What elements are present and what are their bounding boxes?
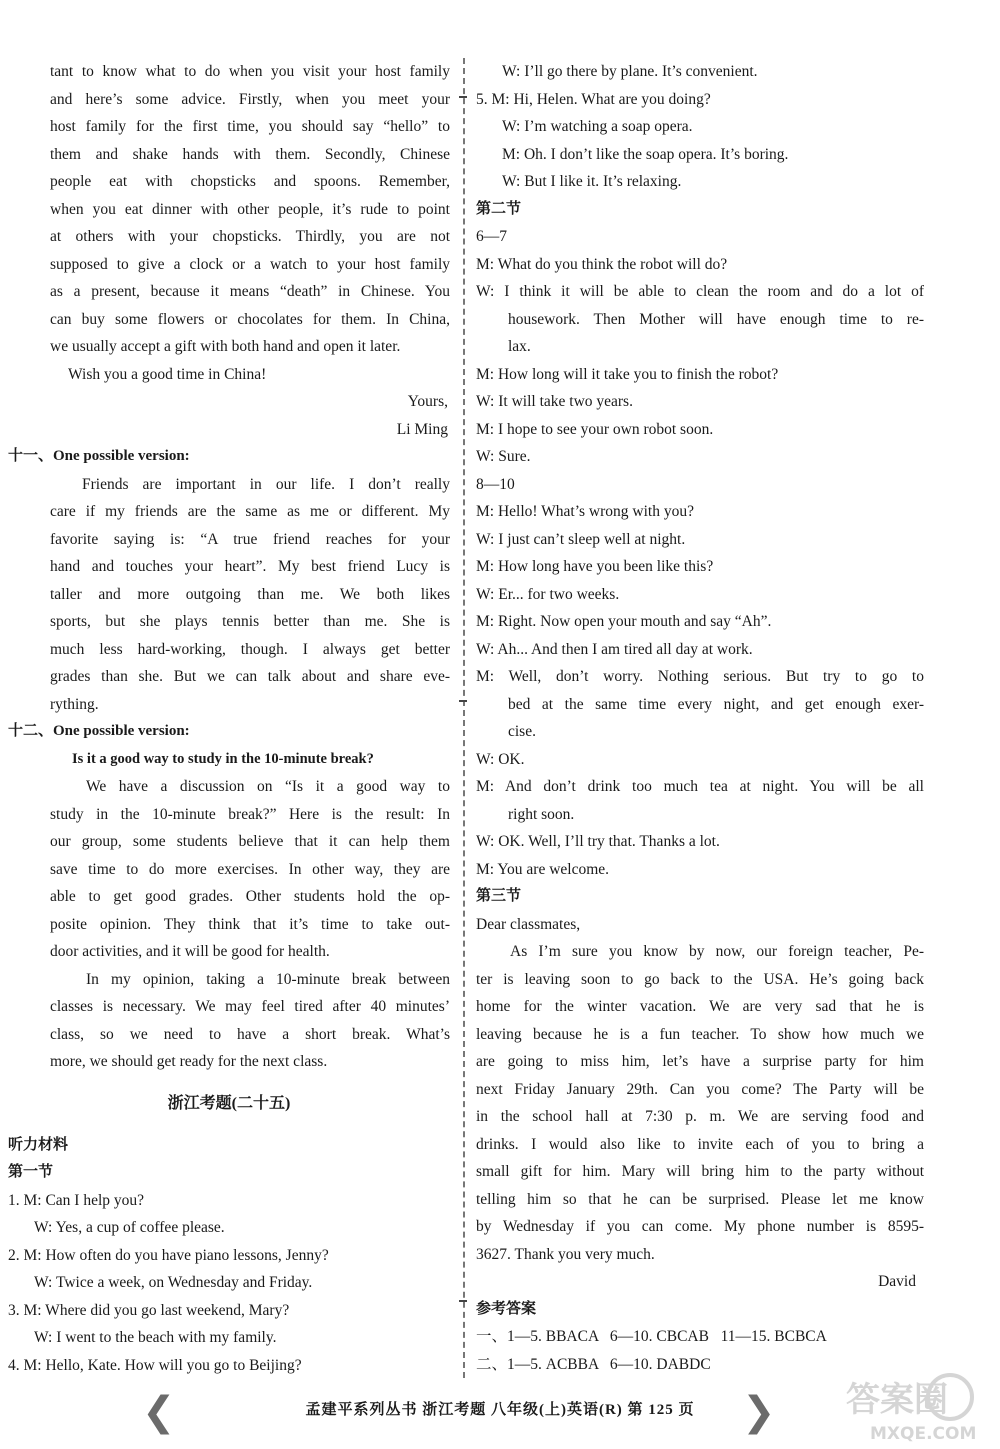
- answer-line: 一、1—5. BBACA 6—10. CBCAB 11—15. BCBCA: [476, 1328, 827, 1345]
- watermark-top: 答案圈: [846, 1380, 948, 1420]
- essay-line: able to get good grades. Other students hold the op-: [50, 888, 450, 905]
- dialogue-line: W: Sure.: [476, 448, 531, 465]
- letter-line: them and shake hands with them. Secondly, Chinese: [50, 145, 450, 163]
- dialogue-line: W: OK. Well, I’ll try that. Thanks a lot.: [476, 833, 720, 850]
- part-3-heading: 第三节: [476, 888, 522, 904]
- essay-line: class, so we need to have a short break. What’s: [50, 1025, 450, 1043]
- essay-line: save time to do more exercises. In other way, they are: [50, 860, 450, 878]
- passage-line: leaving because he is a fun teacher. To show how much we: [476, 1025, 924, 1043]
- dialogue-line: M: And don’t drink too much tea at night. You will be all: [476, 778, 924, 795]
- letter-line: when you eat dinner with other people, it’s rude to point: [50, 200, 450, 218]
- essay-line: posite opinion. They think that it’s time to take out-: [50, 915, 450, 933]
- letter-line: supposed to give a clock or a watch to your host family: [50, 255, 450, 273]
- fold-mark: [459, 700, 467, 702]
- section-12-heading: 十二、One possible version:: [8, 723, 190, 739]
- essay-line: more, we should get ready for the next class.: [50, 1053, 328, 1070]
- fold-line: [463, 58, 465, 1378]
- essay-line: much less hard-working, though. I always get better: [50, 640, 450, 658]
- watermark-logo: [838, 1365, 988, 1445]
- dialogue-line: M: Right. Now open your mouth and say “Ah”.: [476, 613, 772, 630]
- dialogue-line: 3. M: Where did you go last weekend, Mary?: [8, 1301, 290, 1319]
- dialogue-line: W: I’ll go there by plane. It’s convenient.: [502, 63, 758, 80]
- essay-line: grades than she. But we can talk about and share eve-: [50, 668, 450, 685]
- dialogue-line: W: It will take two years.: [476, 393, 633, 410]
- dialogue-line: W: I think it will be able to clean the room and do a lot of: [476, 283, 924, 300]
- letter-wish: Wish you a good time in China!: [68, 365, 267, 383]
- exam-title: 浙江考题(二十五): [167, 1094, 291, 1112]
- chevron-left-icon: ❮: [142, 1389, 176, 1435]
- letter-line: and here’s some advice. Firstly, when you meet your: [50, 90, 450, 108]
- essay-line: care if my friends are the same as me or different. My: [50, 503, 450, 520]
- letter-line: at others with your chopsticks. Thirdly, you are not: [50, 228, 450, 245]
- dialogue-line: M: You are welcome.: [476, 860, 610, 878]
- chevron-right-icon: ❯: [742, 1389, 776, 1435]
- dialogue-line: bed at the same time every night, and get enough exer-: [508, 695, 924, 713]
- question-range: 6—7: [476, 228, 507, 245]
- watermark-bottom: MXQE.COM: [870, 1424, 977, 1444]
- passage-line: by Wednesday if you can come. My phone number is 8595-: [476, 1218, 924, 1235]
- dialogue-line: M: Hello! What’s wrong with you?: [476, 503, 694, 520]
- salutation: Dear classmates,: [476, 915, 581, 933]
- dialogue-line: 1. M: Can I help you?: [8, 1191, 145, 1209]
- dialogue-line: W: Ah... And then I am tired all day at work.: [476, 640, 753, 658]
- letter-line: people eat with chopsticks and spoons. Remember,: [50, 173, 450, 190]
- dialogue-line: M: Oh. I don’t like the soap opera. It’s boring.: [502, 145, 789, 163]
- letter-closing: Yours,: [407, 393, 448, 410]
- left-column: [8, 58, 450, 1379]
- passage-line: are going to miss him, let’s have a surprise party for him: [476, 1053, 924, 1070]
- dialogue-line: 4. M: Hello, Kate. How will you go to Beijing?: [8, 1356, 302, 1374]
- fold-mark: [459, 96, 467, 98]
- letter-signature: Li Ming: [396, 420, 448, 438]
- essay-line: study in the 10-minute break?” Here is the result: In: [50, 805, 450, 823]
- listening-heading: 听力材料: [8, 1136, 69, 1153]
- letter-line: tant to know what to do when you visit your host family: [50, 63, 450, 80]
- passage-line: in the school hall at 7:30 p. m. We are serving food and: [476, 1108, 924, 1125]
- dialogue-line: 5. M: Hi, Helen. What are you doing?: [476, 90, 711, 108]
- dialogue-line: housework. Then Mother will have enough time to re-: [508, 310, 924, 328]
- letter-line: as a present, because it means “death” in Chinese. You: [50, 283, 450, 300]
- essay-line: We have a discussion on “Is it a good way to: [86, 778, 450, 795]
- answers-heading: 参考答案: [476, 1300, 537, 1317]
- passage-line: small gift for him. Mary will bring him to the party without: [476, 1163, 924, 1180]
- letter-line: host family for the first time, you should say “hello” to: [50, 118, 450, 135]
- passage-line: ter is leaving soon to go back to the USA. He’s going back: [476, 970, 924, 988]
- dialogue-line: W: Yes, a cup of coffee please.: [34, 1219, 225, 1236]
- dialogue-line: 2. M: How often do you have piano lessons, Jenny?: [8, 1246, 329, 1264]
- passage-line: telling him so that he can be surprised. Please let me know: [476, 1190, 924, 1208]
- essay-line: rything.: [50, 695, 99, 713]
- essay-line: our group, some students believe that it can help them: [50, 833, 450, 850]
- essay-line: hand and touches your heart”. My best friend Lucy is: [50, 558, 450, 575]
- dialogue-line: M: I hope to see your own robot soon.: [476, 420, 714, 438]
- passage-line: home for the winter vacation. We are very sad that he is: [476, 998, 924, 1015]
- part-2-heading: 第二节: [476, 200, 522, 217]
- footer-text: 孟建平系列丛书 浙江考题 八年级(上)英语(R) 第 125 页: [305, 1402, 695, 1418]
- essay-line: Friends are important in our life. I don’t really: [82, 475, 450, 493]
- passage-line: next Friday January 29th. Can you come? The Party will be: [476, 1080, 924, 1098]
- part-1-heading: 第一节: [8, 1164, 54, 1180]
- fold-mark: [459, 1300, 467, 1302]
- passage-line: 3627. Thank you very much.: [476, 1245, 655, 1263]
- dialogue-line: W: OK.: [476, 750, 525, 768]
- dialogue-line: W: Er... for two weeks.: [476, 585, 620, 603]
- essay-line: In my opinion, taking a 10-minute break between: [86, 970, 450, 988]
- essay-line: door activities, and it will be good for health.: [50, 943, 330, 960]
- dialogue-line: W: But I like it. It’s relaxing.: [502, 173, 682, 190]
- dialogue-line: lax.: [508, 338, 531, 355]
- essay-title: Is it a good way to study in the 10-minute break?: [72, 750, 374, 767]
- dialogue-line: M: How long have you been like this?: [476, 558, 714, 575]
- essay-line: sports, but she plays tennis better than me. She is: [50, 613, 450, 630]
- section-11-heading: 十一、One possible version:: [8, 448, 190, 464]
- dialogue-line: W: I went to the beach with my family.: [34, 1329, 277, 1346]
- passage-signoff: David: [878, 1273, 916, 1290]
- dialogue-line: cise.: [508, 723, 536, 740]
- dialogue-line: W: Twice a week, on Wednesday and Friday.: [34, 1274, 313, 1291]
- essay-line: classes is necessary. We may feel tired after 40 minutes’: [50, 998, 450, 1015]
- dialogue-line: M: How long will it take you to finish the robot?: [476, 365, 779, 383]
- essay-line: favorite saying is: “A true friend reaches for your: [50, 530, 450, 548]
- dialogue-line: M: What do you think the robot will do?: [476, 255, 728, 273]
- letter-line: can buy some flowers or chocolates for them. In China,: [50, 310, 450, 328]
- right-column: [476, 58, 924, 1378]
- passage-line: drinks. I would also like to invite each of you to bring a: [476, 1135, 924, 1153]
- question-range: 8—10: [476, 475, 515, 493]
- dialogue-line: right soon.: [508, 805, 575, 823]
- dialogue-line: M: Well, don’t worry. Nothing serious. But try to go to: [476, 668, 924, 685]
- dialogue-line: W: I just can’t sleep well at night.: [476, 530, 686, 548]
- dialogue-line: W: I’m watching a soap opera.: [502, 118, 693, 135]
- letter-line: we usually accept a gift with both hand and open it later.: [50, 338, 401, 355]
- passage-line: As I’m sure you know by now, our foreign teacher, Pe-: [510, 943, 924, 960]
- answer-line: 二、1—5. ACBBA 6—10. DABDC: [476, 1355, 711, 1373]
- essay-line: taller and more outgoing than me. We both likes: [50, 585, 450, 603]
